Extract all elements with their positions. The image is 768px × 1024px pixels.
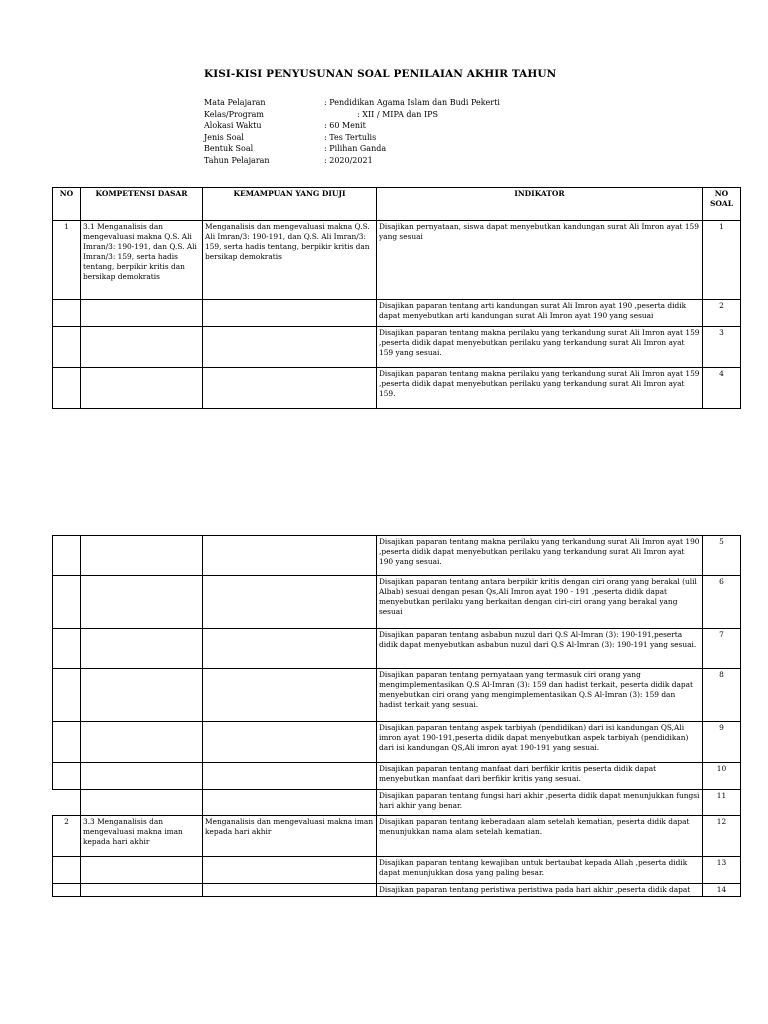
cell-kemampuan bbox=[203, 629, 377, 669]
cell-no-soal: 9 bbox=[703, 722, 741, 763]
meta-row bbox=[204, 155, 500, 167]
cell-no-soal: 5 bbox=[703, 536, 741, 576]
cell-no bbox=[53, 884, 81, 897]
cell-kompetensi-dasar bbox=[81, 763, 203, 790]
meta-value: : Tes Tertulis bbox=[324, 132, 377, 142]
table-row bbox=[53, 790, 741, 816]
cell-indikator: Disajikan pernyataan, siswa dapat menyebutkan kandungan surat Ali Imron ayat 159 yang sesuai bbox=[377, 221, 703, 300]
kisi-table-page1 bbox=[52, 187, 741, 409]
cell-kompetensi-dasar bbox=[81, 300, 203, 327]
meta-value: : Pendidikan Agama Islam dan Budi Pekerti bbox=[324, 98, 500, 107]
cell-no-soal: 11 bbox=[703, 790, 741, 816]
cell-kemampuan bbox=[203, 669, 377, 722]
cell-no: 2 bbox=[53, 816, 81, 857]
cell-indikator: Disajikan paparan tentang makna perilaku yang terkandung surat Ali Imron ayat 159 ,peserta didik dapat menyebutkan perilaku yang terkandung surat Ali Imron ayat 159. bbox=[377, 368, 703, 409]
header-no: NO bbox=[53, 188, 81, 221]
table-row bbox=[53, 327, 741, 368]
cell-kemampuan bbox=[203, 327, 377, 368]
meta-value: : 60 Menit bbox=[324, 121, 366, 131]
meta-label: Bentuk Soal bbox=[204, 144, 254, 154]
kisi-table-page2 bbox=[52, 535, 741, 897]
cell-no bbox=[53, 763, 81, 790]
cell-kemampuan bbox=[203, 790, 377, 816]
cell-no-soal: 6 bbox=[703, 576, 741, 629]
cell-kompetensi-dasar bbox=[81, 884, 203, 897]
cell-indikator: Disajikan paparan tentang aspek tarbiyah (pendidikan) dari isi kandungan QS,Ali imron ayat 190-191,peserta didik dapat menyebutkan aspek tarbiyah (pendidikan) dari isi kandungan QS,Ali imron ayat 190-191 yang sesuai. bbox=[377, 722, 703, 763]
cell-indikator: Disajikan paparan tentang keberadaan alam setelah kematian, peserta didik dapat menunjukkan nama alam setelah kematian. bbox=[377, 816, 703, 857]
cell-indikator: Disajikan paparan tentang antara berpikir kritis dengan ciri orang yang berakal (ulil Albab) sesuai dengan pesan Qs,Ali Imron ayat 190 - 191 ,peserta didik dapat menyebutkan perilaku yang berkaitan dengan ciri-ciri orang yang berakal yang sesuai bbox=[377, 576, 703, 629]
cell-kemampuan: Menganalisis dan mengevaluasi makna Q.S. Ali Imran/3: 190-191, dan Q.S. Ali Imran/3: 159, serta hadis tentang, berpikir kritis dan bersikap demokratis bbox=[203, 221, 377, 300]
cell-no-soal: 2 bbox=[703, 300, 741, 327]
cell-kemampuan bbox=[203, 576, 377, 629]
table-row bbox=[53, 368, 741, 409]
table-row bbox=[53, 857, 741, 884]
cell-indikator: Disajikan paparan tentang peristiwa peristiwa pada hari akhir ,peserta didik dapat bbox=[377, 884, 703, 897]
cell-indikator: Disajikan paparan tentang asbabun nuzul dari Q.S Al-Imran (3): 190-191,peserta didik dapat menyebutkan asbabun nuzul dari Q.S Al-Imran (3): 190-191 yang sesuai. bbox=[377, 629, 703, 669]
cell-no-soal: 4 bbox=[703, 368, 741, 409]
cell-kompetensi-dasar bbox=[81, 857, 203, 884]
cell-no bbox=[53, 300, 81, 327]
cell-indikator: Disajikan paparan tentang arti kandungan surat Ali Imron ayat 190 ,peserta didik dapat menyebutkan arti kandungan surat Ali Imron ayat 190 yang sesuai bbox=[377, 300, 703, 327]
document-title: KISI-KISI PENYUSUNAN SOAL PENILAIAN AKHIR TAHUN bbox=[204, 68, 557, 80]
cell-kemampuan: Menganalisis dan mengevaluasi makna iman kepada hari akhir bbox=[203, 816, 377, 857]
table-header-row bbox=[53, 188, 741, 221]
table-row bbox=[53, 300, 741, 327]
meta-row bbox=[204, 120, 500, 132]
cell-no bbox=[53, 722, 81, 763]
cell-no bbox=[53, 368, 81, 409]
table-row bbox=[53, 221, 741, 300]
cell-kemampuan bbox=[203, 536, 377, 576]
cell-no-soal: 1 bbox=[703, 221, 741, 300]
cell-kompetensi-dasar bbox=[81, 576, 203, 629]
table-row bbox=[53, 763, 741, 790]
cell-kompetensi-dasar bbox=[81, 536, 203, 576]
table-row bbox=[53, 816, 741, 857]
cell-no-soal: 12 bbox=[703, 816, 741, 857]
cell-kompetensi-dasar bbox=[81, 368, 203, 409]
meta-value: : XII / MIPA dan IPS bbox=[324, 109, 439, 119]
cell-indikator: Disajikan paparan tentang pernyataan yang termasuk ciri orang yang mengimplementasikan Q.S Al-Imran (3): 159 dan hadist terkait, peserta didik dapat menyebutkan ciri orang yang mengimplementasikan Q.S Al-Imran (3): 159 dan hadist terkait yang sesuai. bbox=[377, 669, 703, 722]
cell-kemampuan bbox=[203, 884, 377, 897]
cell-no: 1 bbox=[53, 221, 81, 300]
cell-kompetensi-dasar bbox=[81, 790, 203, 816]
meta-label: Alokasi Waktu bbox=[204, 121, 262, 131]
meta-value: : Pilihan Ganda bbox=[324, 144, 387, 154]
cell-kompetensi-dasar bbox=[81, 722, 203, 763]
cell-indikator: Disajikan paparan tentang makna perilaku yang terkandung surat Ali Imron ayat 190 ,peserta didik dapat menyebutkan perilaku yang terkandung surat Ali Imron ayat 190 yang sesuai. bbox=[377, 536, 703, 576]
table-row bbox=[53, 576, 741, 629]
cell-kompetensi-dasar: 3.3 Menganalisis dan mengevaluasi makna iman kepada hari akhir bbox=[81, 816, 203, 857]
cell-indikator: Disajikan paparan tentang makna perilaku yang terkandung surat Ali Imron ayat 159 ,peserta didik dapat menyebutkan perilaku yang terkandung surat Ali Imron ayat 159 yang sesuai. bbox=[377, 327, 703, 368]
cell-no-soal: 8 bbox=[703, 669, 741, 722]
meta-row bbox=[204, 109, 500, 121]
table-row bbox=[53, 536, 741, 576]
cell-kompetensi-dasar bbox=[81, 669, 203, 722]
cell-no bbox=[53, 327, 81, 368]
cell-no-soal: 13 bbox=[703, 857, 741, 884]
cell-no bbox=[53, 629, 81, 669]
cell-kompetensi-dasar: 3.1 Menganalisis dan mengevaluasi makna Q.S. Ali Imran/3: 190-191, dan Q.S. Ali Imran/3: 159, serta hadis tentang, berpikir kritis dan bersikap demokratis bbox=[81, 221, 203, 300]
cell-kompetensi-dasar bbox=[81, 327, 203, 368]
meta-row bbox=[204, 143, 500, 155]
cell-no bbox=[53, 669, 81, 722]
header-indikator: INDIKATOR bbox=[377, 188, 703, 221]
meta-row bbox=[204, 132, 500, 144]
cell-kemampuan bbox=[203, 722, 377, 763]
cell-no-soal: 7 bbox=[703, 629, 741, 669]
table-row bbox=[53, 669, 741, 722]
cell-no bbox=[53, 576, 81, 629]
document-meta bbox=[204, 97, 500, 167]
header-kemampuan: KEMAMPUAN YANG DIUJI bbox=[203, 188, 377, 221]
cell-no-soal: 3 bbox=[703, 327, 741, 368]
cell-kompetensi-dasar bbox=[81, 629, 203, 669]
cell-no bbox=[53, 536, 81, 576]
cell-no-soal: 10 bbox=[703, 763, 741, 790]
cell-no bbox=[53, 790, 81, 816]
header-no-soal: NO SOAL bbox=[703, 188, 741, 221]
table-row bbox=[53, 884, 741, 897]
cell-indikator: Disajikan paparan tentang manfaat dari berfikir kritis peserta didik dapat menyebutkan manfaat dari berfikir kritis yang sesuai. bbox=[377, 763, 703, 790]
cell-indikator: Disajikan paparan tentang kewajiban untuk bertaubat kepada Allah ,peserta didik dapat menunjukkan dosa yang paling besar. bbox=[377, 857, 703, 884]
meta-value: : 2020/2021 bbox=[324, 155, 373, 165]
cell-kemampuan bbox=[203, 763, 377, 790]
header-kompetensi-dasar: KOMPETENSI DASAR bbox=[81, 188, 203, 221]
cell-no bbox=[53, 857, 81, 884]
meta-label: Jenis Soal bbox=[204, 132, 244, 142]
meta-label: Mata Pelajaran bbox=[204, 98, 266, 107]
cell-indikator: Disajikan paparan tentang fungsi hari akhir ,peserta didik dapat menunjukkan fungsi hari akhir yang benar. bbox=[377, 790, 703, 816]
cell-kemampuan bbox=[203, 300, 377, 327]
cell-no-soal: 14 bbox=[703, 884, 741, 897]
meta-row bbox=[204, 97, 500, 109]
table-row bbox=[53, 722, 741, 763]
cell-kemampuan bbox=[203, 368, 377, 409]
table-row bbox=[53, 629, 741, 669]
meta-label: Kelas/Program bbox=[204, 109, 264, 119]
meta-label: Tahun Pelajaran bbox=[204, 155, 270, 165]
cell-kemampuan bbox=[203, 857, 377, 884]
